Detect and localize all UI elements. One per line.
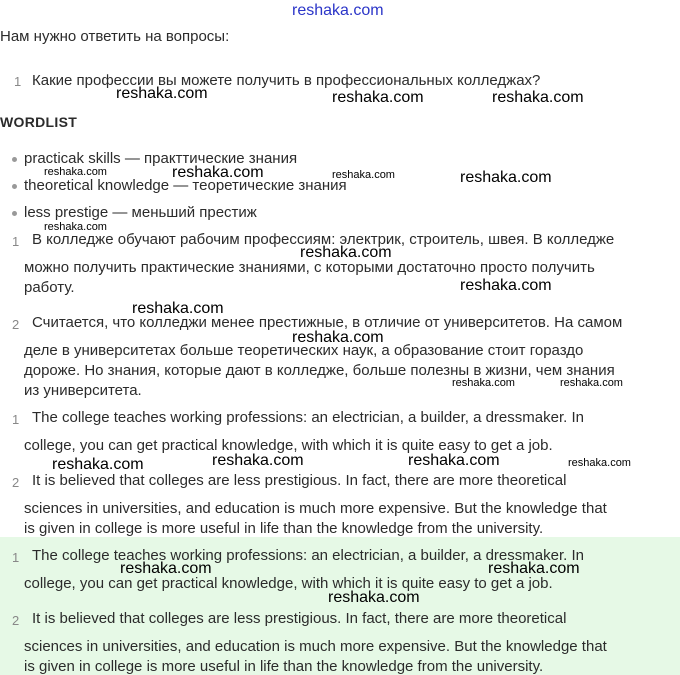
answer-ru-number: 1 [12, 234, 20, 249]
answer-hl-2-line: is given in college is more useful in life than the knowledge from the university. [24, 658, 544, 675]
answer-hl-2-line: sciences in universities, and education is much more expensive. But the knowledge that [24, 638, 607, 655]
watermark: reshaka.com [120, 560, 212, 577]
bullet-icon [12, 211, 17, 216]
answer-hl-number: 1 [12, 550, 20, 565]
watermark: reshaka.com [212, 452, 304, 469]
watermark: reshaka.com [460, 277, 552, 294]
watermark: reshaka.com [44, 166, 107, 178]
watermark: reshaka.com [300, 244, 392, 261]
site-link[interactable]: reshaka.com [292, 2, 384, 19]
answer-ru-2-line: деле в университетах больше теоретических наук, а образование стоит гораздо [24, 342, 584, 359]
watermark: reshaka.com [492, 89, 584, 106]
watermark: reshaka.com [116, 85, 208, 102]
answer-ru-1-line: В колледже обучают рабочим профессиям: электрик, строитель, швея. В колледже [32, 231, 615, 248]
watermark: reshaka.com [560, 377, 623, 389]
intro-text: Нам нужно ответить на вопросы: [0, 28, 230, 45]
wordlist-item: practicak skills — практтические знания [24, 150, 298, 167]
answer-hl-2-line: It is believed that colleges are less prestigious. In fact, there are more theoretical [32, 610, 567, 627]
answer-hl-1-line: The college teaches working professions: an electrician, a builder, a dressmaker. In [32, 547, 584, 564]
bullet-icon [12, 184, 17, 189]
watermark: reshaka.com [408, 452, 500, 469]
answer-ru-2-line: дороже. Но знания, которые дают в колледже, больше полезны в жизни, чем знания [24, 362, 615, 379]
question-text: Какие профессии вы можете получить в профессиональных колледжах? [32, 72, 541, 89]
answer-ru-1-line: работу. [24, 279, 75, 296]
watermark: reshaka.com [488, 560, 580, 577]
watermark: reshaka.com [452, 377, 515, 389]
watermark: reshaka.com [132, 300, 224, 317]
wordlist-item: less prestige — меньший престиж [24, 204, 257, 221]
answer-ru-2-line: из университета. [24, 382, 142, 399]
watermark: reshaka.com [44, 221, 107, 233]
wordlist-item: theoretical knowledge — теоретические знания [24, 177, 347, 194]
watermark: reshaka.com [172, 164, 264, 181]
answer-en-2-line: is given in college is more useful in life than the knowledge from the university. [24, 520, 544, 537]
answer-en-1-line: The college teaches working professions: an electrician, a builder, a dressmaker. In [32, 409, 584, 426]
answer-ru-2-line: Считается, что колледжи менее престижные, в отличие от университетов. На самом [32, 314, 623, 331]
watermark: reshaka.com [460, 169, 552, 186]
answer-hl-1-line: college, you can get practical knowledge, with which it is quite easy to get a job. [24, 575, 553, 592]
watermark: reshaka.com [568, 457, 631, 469]
watermark: reshaka.com [332, 169, 395, 181]
answer-en-2-line: It is believed that colleges are less prestigious. In fact, there are more theoretical [32, 472, 567, 489]
watermark: reshaka.com [292, 329, 384, 346]
answer-en-2-line: sciences in universities, and education is much more expensive. But the knowledge that [24, 500, 607, 517]
question-number: 1 [14, 74, 22, 89]
answer-ru-number: 2 [12, 317, 20, 332]
answer-ru-1-line: можно получить практические знаниями, с которыми достаточно просто получить [24, 259, 595, 276]
answer-en-1-line: college, you can get practical knowledge, with which it is quite easy to get a job. [24, 437, 553, 454]
answer-en-number: 1 [12, 412, 20, 427]
bullet-icon [12, 157, 17, 162]
answer-hl-number: 2 [12, 613, 20, 628]
wordlist-title: WORDLIST [0, 114, 78, 130]
watermark: reshaka.com [52, 456, 144, 473]
answer-en-number: 2 [12, 475, 20, 490]
watermark: reshaka.com [328, 589, 420, 606]
watermark: reshaka.com [332, 89, 424, 106]
